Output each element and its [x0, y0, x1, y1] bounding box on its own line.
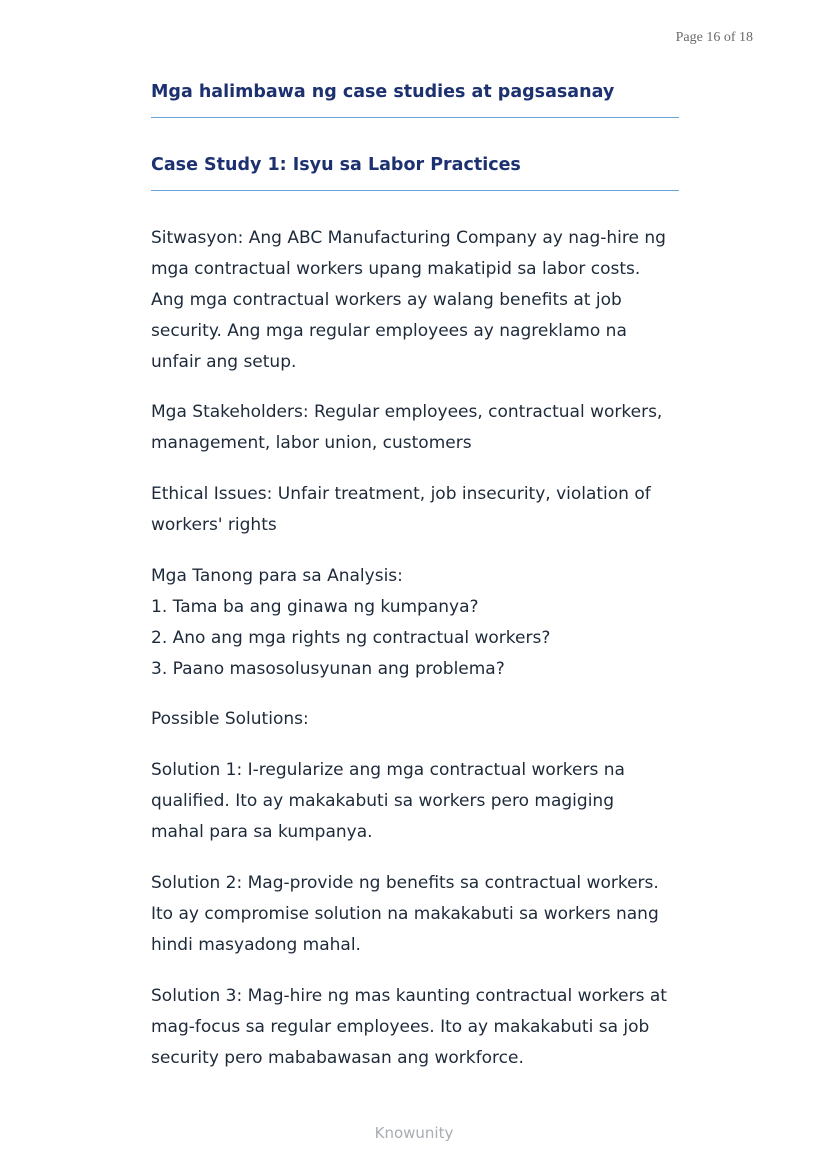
solution-2-paragraph — [151, 868, 691, 961]
solution-1-paragraph — [151, 755, 691, 848]
footer-brand: Knowunity — [374, 1124, 454, 1142]
sitwasyon-paragraph — [151, 223, 691, 378]
text-line: workers' rights — [151, 515, 277, 535]
text-line: Ito ay compromise solution na makakabuti sa workers nang — [151, 904, 659, 924]
page-number: Page 16 of 18 — [675, 30, 753, 45]
solution-3-paragraph — [151, 981, 691, 1074]
case-study-heading: Case Study 1: Isyu sa Labor Practices — [151, 155, 521, 175]
text-line: mag-focus sa regular employees. Ito ay makakabuti sa job — [151, 1017, 650, 1037]
text-line: Solution 2: Mag-provide ng benefits sa contractual workers. — [151, 873, 659, 893]
text-line: mahal para sa kumpanya. — [151, 822, 373, 842]
text-line: Solution 1: I-regularize ang mga contractual workers na — [151, 760, 625, 780]
text-line: security. Ang mga regular employees ay nagreklamo na — [151, 321, 627, 341]
text-line: 1. Tama ba ang ginawa ng kumpanya? — [151, 597, 479, 617]
text-line: 3. Paano masosolusyunan ang problema? — [151, 659, 505, 679]
text-line: Sitwasyon: Ang ABC Manufacturing Company ay nag-hire ng — [151, 228, 666, 248]
text-line: Ang mga contractual workers ay walang benefits at job — [151, 290, 622, 310]
ethical-issues-paragraph — [151, 479, 691, 541]
section-heading: Mga halimbawa ng case studies at pagsasanay — [151, 82, 615, 102]
case-study-heading-rule — [151, 190, 679, 191]
section-heading-rule — [151, 117, 679, 118]
questions-paragraph — [151, 561, 691, 685]
text-line: management, labor union, customers — [151, 433, 472, 453]
text-line: Mga Stakeholders: Regular employees, contractual workers, — [151, 402, 663, 422]
text-line: unfair ang setup. — [151, 352, 297, 372]
text-line: Ethical Issues: Unfair treatment, job insecurity, violation of — [151, 484, 651, 504]
text-line: mga contractual workers upang makatipid sa labor costs. — [151, 259, 641, 279]
text-line: Solution 3: Mag-hire ng mas kaunting contractual workers at — [151, 986, 667, 1006]
text-line: qualified. Ito ay makakabuti sa workers pero magiging — [151, 791, 614, 811]
text-line: Possible Solutions: — [151, 709, 309, 729]
text-line: 2. Ano ang mga rights ng contractual workers? — [151, 628, 551, 648]
text-line: Mga Tanong para sa Analysis: — [151, 566, 403, 586]
possible-solutions-label — [151, 704, 691, 735]
text-line: hindi masyadong mahal. — [151, 935, 361, 955]
text-line: security pero mababawasan ang workforce. — [151, 1048, 524, 1068]
stakeholders-paragraph — [151, 397, 691, 459]
